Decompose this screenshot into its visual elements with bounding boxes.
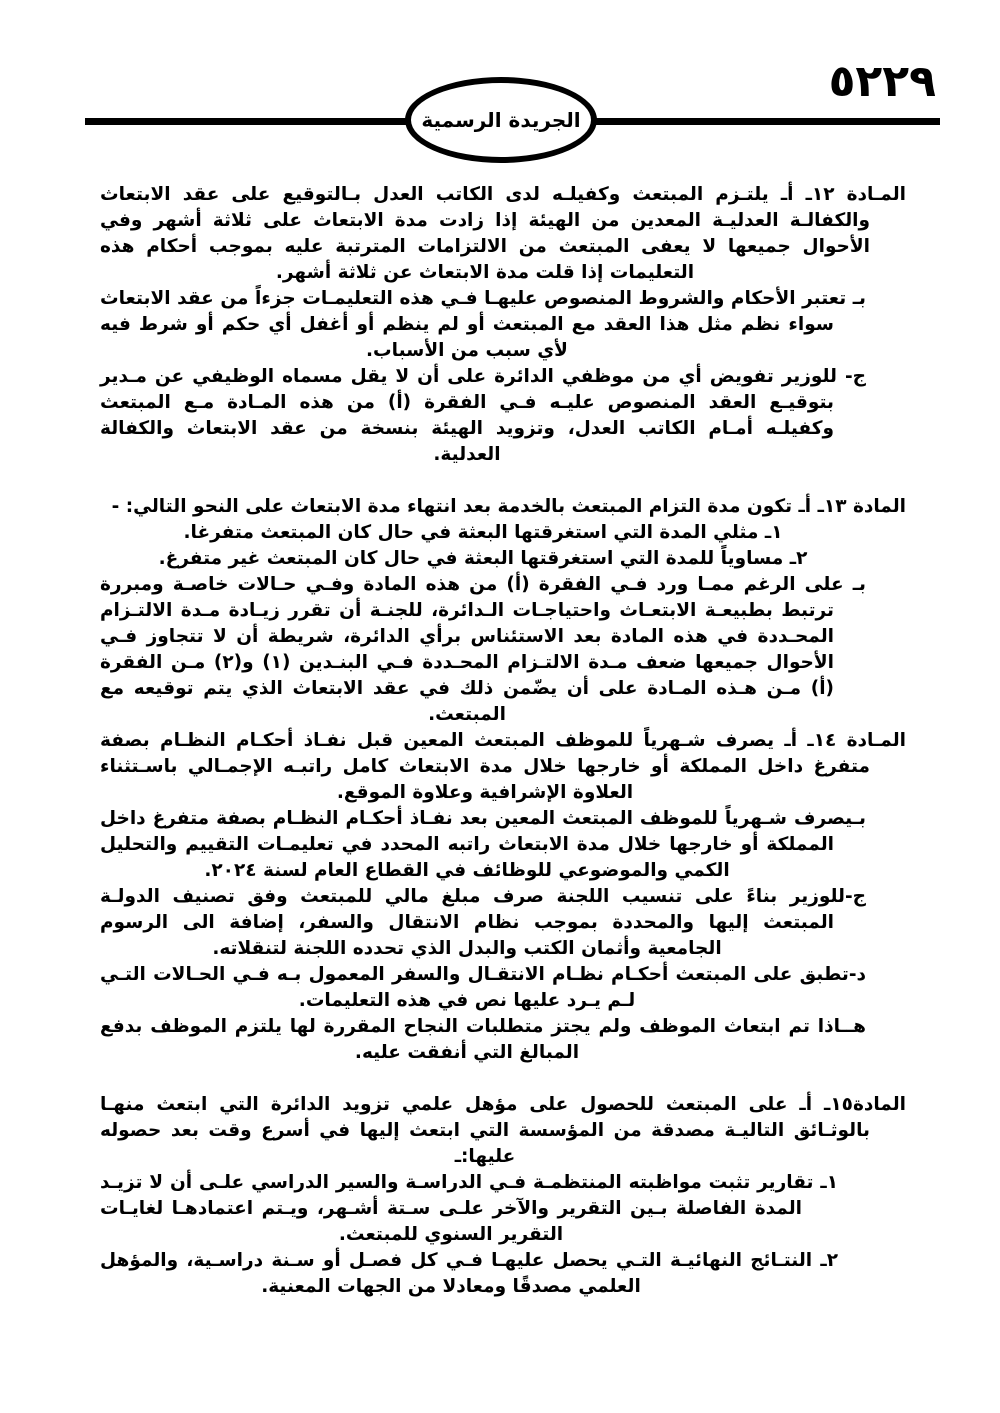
article-13-clause-a: المادة ١٣ـ أـ تكون مدة التزام المبتعث بالخدمة بعد انتهاء مدة الابتعاث على النحو التالي: -	[111, 496, 906, 517]
article-13-clause-b: بـ على الرغم ممـا ورد فـي الفقرة (أ) من هذه المادة وفـي حـالات خاصـة ومبررة ترتبط بطبيعـة الابتعـاث واحتياجـات الـدائرة، للجنـة أن تقرر زيـادة مـدة الالتـزام المحـددة في هذه المادة بعد الاستئناس برأي الدائرة، شريطة أن لا تتجاوز فـي الأحوال جميعها ضعف مـدة الالتـزام المحـددة فـي البنـدين (١) و(٢) مـن الفقرة (أ) مـن هـذه المـادة على أن يضّمن ذلك في عقد الابتعاث الذي يتم توقيعه مع المبتعث.	[100, 574, 866, 725]
article-13-item-1: ١ـ مثلي المدة التي استغرقتها البعثة في حال كان المبتعث متفرغا.	[183, 522, 783, 543]
article-14-clause-c: ج-للوزير بناءً على تنسيب اللجنة صرف مبلغ مالي للمبتعث وفق تصنيف الدولـة المبتعث إليها والمحددة بموجب نظام الانتقال والسفر، إضافة الى الرسوم الجامعية وأثمان الكتب والبدل الذي تحدده اللجنة لتنقلاته.	[100, 886, 866, 959]
article-15-clause-a: المادة١٥ـ أـ على المبتعث للحصول على مؤهل علمي تزويد الدائرة التي ابتعث منهـا بالوثـائق التاليـة مصدقة من المؤسسة التي ابتعث إليها في أسرع وقت بعد حصوله عليها:ـ	[100, 1094, 906, 1167]
document-body	[100, 182, 906, 1300]
article-14-clause-a: المـادة ١٤ـ أـ يصرف شـهرياً للموظف المبتعث المعين قبل نفـاذ أحكـام النظـام بصفة متفرغ داخل المملكة أو خارجها خلال مدة الابتعاث كامل راتبـه الإجمـالي باسـتثناء العلاوة الإشرافية وعلاوة الموقع.	[100, 730, 906, 803]
article-15-item-1: ١ـ تقارير تثبت مواظبته المنتظمـة فـي الدراسـة والسير الدراسي علـى أن لا تزيـد المدة الفاصلة بـين التقرير والآخر علـى سـتة أشـهر، ويـتم اعتمادهـا لغايـات التقرير السنوي للمبتعث.	[100, 1172, 838, 1245]
article-14-clause-e: هــاذا تم ابتعاث الموظف ولم يجتز متطلبات النجاح المقررة لها يلتزم الموظف بدفع المبالغ التي أنفقت عليه.	[100, 1016, 866, 1063]
article-13-item-2: ٢ـ مساوياً للمدة التي استغرقتها البعثة في حال كان المبتعث غير متفرغ.	[158, 548, 808, 569]
article-14-clause-d: د-تطبق على المبتعث أحكـام نظـام الانتقـال والسفر المعمول بـه فـي الحـالات التـي لـم يـرد عليها نص في هذه التعليمات.	[100, 964, 866, 1011]
article-12-clause-c: ج- للوزير تفويض أي من موظفي الدائرة على أن لا يقل مسماه الوظيفي عن مـدير بتوقيـع العقد المنصوص عليـه فـي الفقرة (أ) من هذه المـادة مـع المبتعث وكفيلـه أمـام الكاتب العدل، وتزويد الهيئة بنسخة من عقد الابتعاث والكفالة العدلية.	[100, 366, 866, 465]
article-12-clause-a: المـادة ١٢ـ أـ يلتـزم المبتعث وكفيلـه لدى الكاتب العدل بـالتوقيع على عقد الابتعاث والكفالـة العدليـة المعدين من الهيئة إذا زادت مدة الابتعاث على ثلاثة أشهر وفي الأحوال جميعها لا يعفى المبتعث من الالتزامات المترتبة عليه بموجب أحكام هذه التعليمات إذا قلت مدة الابتعاث عن ثلاثة أشهر.	[100, 184, 906, 283]
article-14-clause-b: بـيصرف شـهرياً للموظف المبتعث المعين بعد نفـاذ أحكـام النظـام بصفة متفرغ داخل المملكة أو خارجها خلال مدة الابتعاث راتبه المحدد في تعليمـات التقييم والتحليل الكمي والموضوعي للوظائف في القطاع العام لسنة ٢٠٢٤.	[100, 808, 866, 881]
page-number: ٥٢٢٩	[828, 56, 936, 107]
gazette-oval-seal	[405, 77, 597, 163]
article-12-clause-b: بـ تعتبر الأحكام والشروط المنصوص عليهـا فـي هذه التعليمـات جزءاً من عقد الابتعاث سواء نظم مثل هذا العقد مع المبتعث أو لم ينظم أو أغفل أي حكم أو شرط فيه لأي سبب من الأسباب.	[100, 288, 866, 361]
gazette-title: الجريدة الرسمية	[421, 108, 581, 132]
article-15-item-2: ٢ـ النتـائج النهائيـة التـي يحصل عليهـا فـي كل فصـل أو سـنة دراسـية، والمؤهل العلمي مصدقًا ومعادلا من الجهات المعنية.	[100, 1250, 838, 1297]
